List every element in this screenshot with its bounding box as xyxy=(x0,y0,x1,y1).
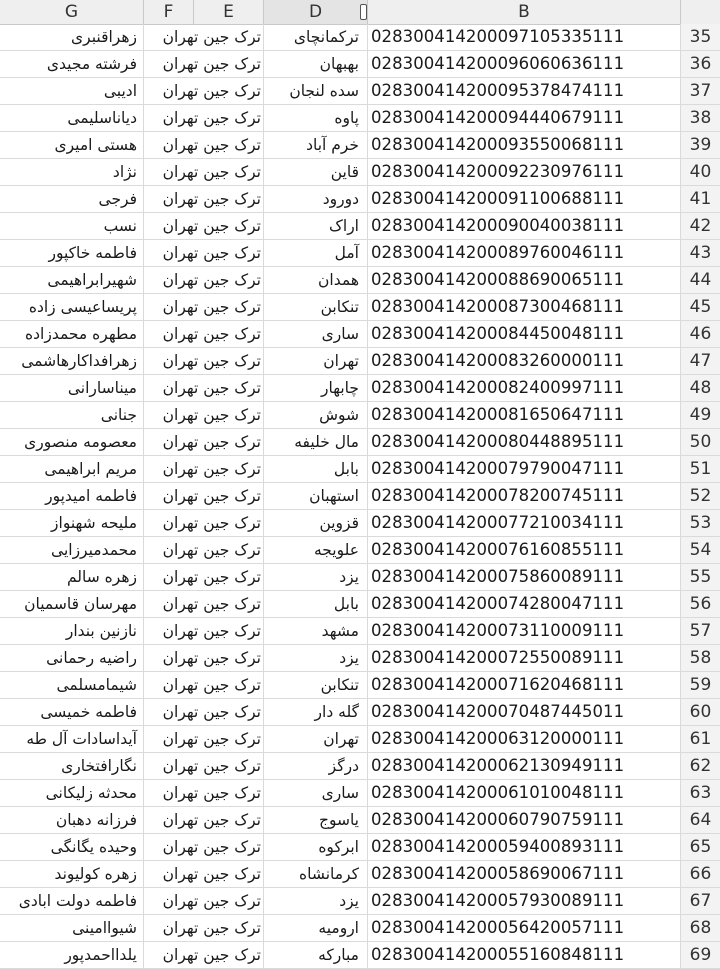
cell-city[interactable]: شوش xyxy=(264,402,368,428)
row-header-number[interactable]: 40 xyxy=(681,159,720,185)
cell-company-text: ترک جین تهران xyxy=(162,352,261,370)
cell-name[interactable]: معصومه منصوری xyxy=(0,429,144,455)
row-header-number[interactable]: 43 xyxy=(681,240,720,266)
cell-company-text: ترک جین تهران xyxy=(162,190,261,208)
cell-account-number[interactable]: 028300414200076160855111 xyxy=(368,537,681,563)
cell-account-number[interactable]: 028300414200078200745111 xyxy=(368,483,681,509)
cell-company-text: ترک جین تهران xyxy=(162,298,261,316)
cell-account-number[interactable]: 028300414200074280047111 xyxy=(368,591,681,617)
cell-city[interactable]: چابهار xyxy=(264,375,368,401)
row-header-number[interactable]: 58 xyxy=(681,645,720,671)
cell-company[interactable] xyxy=(162,591,264,617)
row-header-number[interactable]: 45 xyxy=(681,294,720,320)
cell-account-number[interactable]: 028300414200088690065111 xyxy=(368,267,681,293)
cell-city[interactable]: سده لنجان xyxy=(264,78,368,104)
row-header-number[interactable]: 39 xyxy=(681,132,720,158)
cell-company-text: ترک جین تهران xyxy=(162,55,261,73)
table-row xyxy=(0,51,720,78)
cell-account-number[interactable]: 028300414200070487445011 xyxy=(368,699,681,725)
table-row xyxy=(0,456,720,483)
cell-account-number[interactable]: 028300414200092230976111 xyxy=(368,159,681,185)
cell-account-number[interactable]: 028300414200079790047111 xyxy=(368,456,681,482)
cell-name[interactable]: محمدمیرزایی xyxy=(0,537,144,563)
cell-city[interactable]: یزد xyxy=(264,645,368,671)
cell-name[interactable]: پریساعیسی زاده xyxy=(0,294,144,320)
cell-company[interactable] xyxy=(162,564,264,590)
cell-city[interactable]: یزد xyxy=(264,564,368,590)
cell-account-number[interactable]: 028300414200084450048111 xyxy=(368,321,681,347)
row-header-number[interactable]: 46 xyxy=(681,321,720,347)
cell-company-text: ترک جین تهران xyxy=(162,82,261,100)
table-row xyxy=(0,132,720,159)
table-row xyxy=(0,726,720,753)
cell-name[interactable]: راضیه رحمانی xyxy=(0,645,144,671)
row-header-number[interactable]: 50 xyxy=(681,429,720,455)
cell-city[interactable]: کرمانشاه xyxy=(264,861,368,887)
table-row xyxy=(0,483,720,510)
cell-city[interactable]: تنکابن xyxy=(264,672,368,698)
cell-company-text: ترک جین تهران xyxy=(162,676,261,694)
cell-company[interactable] xyxy=(162,267,264,293)
cell-account-number[interactable]: 028300414200060790759111 xyxy=(368,807,681,833)
cell-name[interactable]: نسب xyxy=(0,213,144,239)
cell-company[interactable] xyxy=(162,429,264,455)
table-row xyxy=(0,186,720,213)
cell-company[interactable] xyxy=(162,672,264,698)
table-row xyxy=(0,213,720,240)
cell-city[interactable]: همدان xyxy=(264,267,368,293)
cell-city[interactable]: مال خلیفه xyxy=(264,429,368,455)
table-row xyxy=(0,780,720,807)
table-row xyxy=(0,348,720,375)
column-resize-handle-icon[interactable] xyxy=(360,4,367,20)
cell-company-text: ترک جین تهران xyxy=(162,271,261,289)
cell-company-text: ترک جین تهران xyxy=(162,109,261,127)
cell-city[interactable]: ابرکوه xyxy=(264,834,368,860)
cell-company-text: ترک جین تهران xyxy=(162,946,261,964)
cell-city[interactable]: دورود xyxy=(264,186,368,212)
row-header-number[interactable]: 49 xyxy=(681,402,720,428)
cell-account-number[interactable]: 028300414200095378474111 xyxy=(368,78,681,104)
row-header-number[interactable]: 62 xyxy=(681,753,720,779)
cell-account-number[interactable]: 028300414200080448895111 xyxy=(368,429,681,455)
cell-company[interactable] xyxy=(162,321,264,347)
cell-company[interactable] xyxy=(162,618,264,644)
cell-account-number[interactable]: 028300414200058690067111 xyxy=(368,861,681,887)
cell-account-number[interactable]: 028300414200075860089111 xyxy=(368,564,681,590)
cell-company-text: ترک جین تهران xyxy=(162,838,261,856)
cell-company-text: ترک جین تهران xyxy=(162,892,261,910)
table-row xyxy=(0,267,720,294)
column-header-g[interactable]: G xyxy=(0,0,144,24)
row-header-number[interactable]: 55 xyxy=(681,564,720,590)
cell-account-number[interactable]: 028300414200062130949111 xyxy=(368,753,681,779)
row-header-number[interactable]: 42 xyxy=(681,213,720,239)
cell-name[interactable]: فرجی xyxy=(0,186,144,212)
table-row xyxy=(0,861,720,888)
row-header-number[interactable]: 36 xyxy=(681,51,720,77)
row-header-number[interactable]: 65 xyxy=(681,834,720,860)
cell-company-text: ترک جین تهران xyxy=(162,541,261,559)
cell-name[interactable]: آیداسادات آل طه xyxy=(0,726,144,752)
cell-name[interactable]: هستی امیری xyxy=(0,132,144,158)
cell-company-text: ترک جین تهران xyxy=(162,757,261,775)
table-row xyxy=(0,159,720,186)
row-header-number[interactable]: 57 xyxy=(681,618,720,644)
cell-company[interactable] xyxy=(162,780,264,806)
row-header-number[interactable]: 44 xyxy=(681,267,720,293)
cell-company[interactable] xyxy=(162,186,264,212)
cell-account-number[interactable]: 028300414200077210034111 xyxy=(368,510,681,536)
cell-company-text: ترک جین تهران xyxy=(162,649,261,667)
cell-company-text: ترک جین تهران xyxy=(162,406,261,424)
cell-name[interactable]: مهرسان قاسمیان xyxy=(0,591,144,617)
cell-company-text: ترک جین تهران xyxy=(162,784,261,802)
cell-city[interactable]: یزد xyxy=(264,888,368,914)
cell-company[interactable] xyxy=(162,726,264,752)
row-header-number[interactable]: 68 xyxy=(681,915,720,941)
table-row xyxy=(0,672,720,699)
cell-company[interactable] xyxy=(162,915,264,941)
row-header-number[interactable]: 53 xyxy=(681,510,720,536)
table-row xyxy=(0,537,720,564)
column-header-e[interactable]: E xyxy=(194,0,264,24)
cell-name[interactable]: زهرافداکارهاشمی xyxy=(0,348,144,374)
row-header-number[interactable]: 69 xyxy=(681,942,720,968)
cell-name[interactable]: زهره سالم xyxy=(0,564,144,590)
cell-account-number[interactable]: 028300414200056420057111 xyxy=(368,915,681,941)
cell-company[interactable] xyxy=(162,24,264,50)
cell-company[interactable] xyxy=(162,942,264,968)
cell-company-text: ترک جین تهران xyxy=(162,487,261,505)
row-header-number[interactable]: 54 xyxy=(681,537,720,563)
cell-company-text: ترک جین تهران xyxy=(162,244,261,262)
cell-name[interactable]: جنانی xyxy=(0,402,144,428)
cell-name[interactable]: وحیده یگانگی xyxy=(0,834,144,860)
column-header-d[interactable]: D xyxy=(264,0,368,24)
cell-city[interactable]: قاین xyxy=(264,159,368,185)
cell-company-text: ترک جین تهران xyxy=(162,865,261,883)
cell-company[interactable] xyxy=(162,483,264,509)
cell-name[interactable]: نگارافتخاری xyxy=(0,753,144,779)
table-row xyxy=(0,78,720,105)
cell-company[interactable] xyxy=(162,807,264,833)
cell-company[interactable] xyxy=(162,51,264,77)
column-header-f[interactable]: F xyxy=(144,0,194,24)
cell-city[interactable]: گله دار xyxy=(264,699,368,725)
cell-name[interactable]: فاطمه امیدپور xyxy=(0,483,144,509)
cell-company-text: ترک جین تهران xyxy=(162,325,261,343)
cell-company-text: ترک جین تهران xyxy=(162,811,261,829)
cell-company-text: ترک جین تهران xyxy=(162,136,261,154)
cell-company-text: ترک جین تهران xyxy=(162,595,261,613)
cell-company[interactable] xyxy=(162,645,264,671)
table-row xyxy=(0,807,720,834)
row-header-number[interactable]: 60 xyxy=(681,699,720,725)
row-header-number[interactable]: 61 xyxy=(681,726,720,752)
cell-city[interactable]: تهران xyxy=(264,726,368,752)
row-header-number[interactable]: 56 xyxy=(681,591,720,617)
table-row xyxy=(0,753,720,780)
cell-name[interactable]: شیمامسلمی xyxy=(0,672,144,698)
cell-company[interactable] xyxy=(162,834,264,860)
table-row xyxy=(0,321,720,348)
cell-name[interactable]: فاطمه خاکپور xyxy=(0,240,144,266)
cell-company[interactable] xyxy=(162,402,264,428)
cell-account-number[interactable]: 028300414200057930089111 xyxy=(368,888,681,914)
cell-company[interactable] xyxy=(162,78,264,104)
cell-account-number[interactable]: 028300414200073110009111 xyxy=(368,618,681,644)
cell-account-number[interactable]: 028300414200090040038111 xyxy=(368,213,681,239)
row-header-number[interactable]: 47 xyxy=(681,348,720,374)
cell-name[interactable]: مریم ابراهیمی xyxy=(0,456,144,482)
cell-company[interactable] xyxy=(162,348,264,374)
cell-name[interactable]: زهراقنبری xyxy=(0,24,144,50)
cell-company-text: ترک جین تهران xyxy=(162,163,261,181)
cell-city[interactable]: ترکمانچای xyxy=(264,24,368,50)
table-row xyxy=(0,645,720,672)
cell-city[interactable]: مشهد xyxy=(264,618,368,644)
row-header-number[interactable]: 52 xyxy=(681,483,720,509)
cell-name[interactable]: یلدااحمدپور xyxy=(0,942,144,968)
cell-company[interactable] xyxy=(162,105,264,131)
cell-account-number[interactable]: 028300414200097105335111 xyxy=(368,24,681,50)
row-header-number[interactable]: 37 xyxy=(681,78,720,104)
cell-account-number[interactable]: 028300414200072550089111 xyxy=(368,645,681,671)
cell-name[interactable]: فرزانه دهبان xyxy=(0,807,144,833)
row-header-number[interactable]: 38 xyxy=(681,105,720,131)
table-row xyxy=(0,942,720,969)
cell-account-number[interactable]: 028300414200094440679111 xyxy=(368,105,681,131)
cell-company-text: ترک جین تهران xyxy=(162,460,261,478)
cell-city[interactable]: آمل xyxy=(264,240,368,266)
table-row xyxy=(0,429,720,456)
cell-city[interactable]: خرم آباد xyxy=(264,132,368,158)
cell-account-number[interactable]: 028300414200063120000111 xyxy=(368,726,681,752)
cell-account-number[interactable]: 028300414200091100688111 xyxy=(368,186,681,212)
cell-city[interactable]: بابل xyxy=(264,591,368,617)
cell-name[interactable]: فرشته مجیدی xyxy=(0,51,144,77)
cell-name[interactable]: ادیبی xyxy=(0,78,144,104)
column-header-bar xyxy=(0,0,720,25)
cell-company[interactable] xyxy=(162,699,264,725)
table-row xyxy=(0,834,720,861)
cell-city[interactable]: علویجه xyxy=(264,537,368,563)
cell-name[interactable]: زهره کولیوند xyxy=(0,861,144,887)
select-all-corner[interactable] xyxy=(681,0,720,24)
cell-company[interactable] xyxy=(162,132,264,158)
table-row xyxy=(0,564,720,591)
cell-name[interactable]: فاطمه دولت ابادی xyxy=(0,888,144,914)
cell-city[interactable]: ساری xyxy=(264,780,368,806)
table-row xyxy=(0,375,720,402)
cell-company[interactable] xyxy=(162,456,264,482)
cell-account-number[interactable]: 028300414200071620468111 xyxy=(368,672,681,698)
cell-city[interactable]: قزوین xyxy=(264,510,368,536)
cell-company[interactable] xyxy=(162,861,264,887)
cell-company[interactable] xyxy=(162,888,264,914)
table-row xyxy=(0,510,720,537)
cell-account-number[interactable]: 028300414200061010048111 xyxy=(368,780,681,806)
cell-company-text: ترک جین تهران xyxy=(162,217,261,235)
cell-city[interactable]: اراک xyxy=(264,213,368,239)
cell-company-text: ترک جین تهران xyxy=(162,514,261,532)
cell-account-number[interactable]: 028300414200093550068111 xyxy=(368,132,681,158)
row-header-number[interactable]: 35 xyxy=(681,24,720,50)
cell-name[interactable]: شیواامینی xyxy=(0,915,144,941)
cell-company[interactable] xyxy=(162,240,264,266)
cell-company[interactable] xyxy=(162,213,264,239)
row-header-number[interactable]: 41 xyxy=(681,186,720,212)
cell-account-number[interactable]: 028300414200096060636111 xyxy=(368,51,681,77)
cell-name[interactable]: میناسارانی xyxy=(0,375,144,401)
table-row xyxy=(0,888,720,915)
row-header-number[interactable]: 51 xyxy=(681,456,720,482)
cell-account-number[interactable]: 028300414200081650647111 xyxy=(368,402,681,428)
cell-name[interactable]: شهیرابراهیمی xyxy=(0,267,144,293)
cell-name[interactable]: دیاناسلیمی xyxy=(0,105,144,131)
cell-account-number[interactable]: 028300414200055160848111 xyxy=(368,942,681,968)
row-header-number[interactable]: 59 xyxy=(681,672,720,698)
row-header-number[interactable]: 64 xyxy=(681,807,720,833)
cell-company-text: ترک جین تهران xyxy=(162,433,261,451)
cell-company-text: ترک جین تهران xyxy=(162,622,261,640)
table-row xyxy=(0,699,720,726)
cell-name[interactable]: فاطمه خمیسی xyxy=(0,699,144,725)
cell-account-number[interactable]: 028300414200082400997111 xyxy=(368,375,681,401)
cell-company-text: ترک جین تهران xyxy=(162,730,261,748)
cell-city[interactable]: استهبان xyxy=(264,483,368,509)
row-header-number[interactable]: 48 xyxy=(681,375,720,401)
cell-company-text: ترک جین تهران xyxy=(162,703,261,721)
table-row xyxy=(0,618,720,645)
cell-name[interactable]: محدثه زلیکانی xyxy=(0,780,144,806)
cell-city[interactable]: مبارکه xyxy=(264,942,368,968)
cell-company-text: ترک جین تهران xyxy=(162,568,261,586)
cell-account-number[interactable]: 028300414200059400893111 xyxy=(368,834,681,860)
cell-name[interactable]: ملیحه شهنواز xyxy=(0,510,144,536)
cell-company[interactable] xyxy=(162,159,264,185)
cell-city[interactable]: پاوه xyxy=(264,105,368,131)
row-header-number[interactable]: 63 xyxy=(681,780,720,806)
table-row xyxy=(0,591,720,618)
cell-city[interactable]: درگز xyxy=(264,753,368,779)
cell-company-text: ترک جین تهران xyxy=(162,919,261,937)
cell-company[interactable] xyxy=(162,294,264,320)
column-header-b[interactable]: B xyxy=(368,0,681,24)
cell-account-number[interactable]: 028300414200087300468111 xyxy=(368,294,681,320)
row-header-number[interactable]: 66 xyxy=(681,861,720,887)
table-row xyxy=(0,24,720,51)
cell-account-number[interactable]: 028300414200083260000111 xyxy=(368,348,681,374)
cell-company[interactable] xyxy=(162,753,264,779)
cell-city[interactable]: یاسوج xyxy=(264,807,368,833)
cell-city[interactable]: تهران xyxy=(264,348,368,374)
cell-name[interactable]: نازنین بندار xyxy=(0,618,144,644)
cell-account-number[interactable]: 028300414200089760046111 xyxy=(368,240,681,266)
cell-city[interactable]: ارومیه xyxy=(264,915,368,941)
cell-city[interactable]: تنکابن xyxy=(264,294,368,320)
cell-company[interactable] xyxy=(162,510,264,536)
cell-company-text: ترک جین تهران xyxy=(162,28,261,46)
cell-company[interactable] xyxy=(162,375,264,401)
cell-city[interactable]: ساری xyxy=(264,321,368,347)
row-header-number[interactable]: 67 xyxy=(681,888,720,914)
table-row xyxy=(0,915,720,942)
cell-city[interactable]: بابل xyxy=(264,456,368,482)
table-row xyxy=(0,240,720,267)
cell-city[interactable]: بهبهان xyxy=(264,51,368,77)
table-row xyxy=(0,294,720,321)
cell-name[interactable]: نژاد xyxy=(0,159,144,185)
cell-name[interactable]: مطهره محمدزاده xyxy=(0,321,144,347)
cell-company-text: ترک جین تهران xyxy=(162,379,261,397)
table-row xyxy=(0,105,720,132)
cell-company[interactable] xyxy=(162,537,264,563)
table-row xyxy=(0,402,720,429)
